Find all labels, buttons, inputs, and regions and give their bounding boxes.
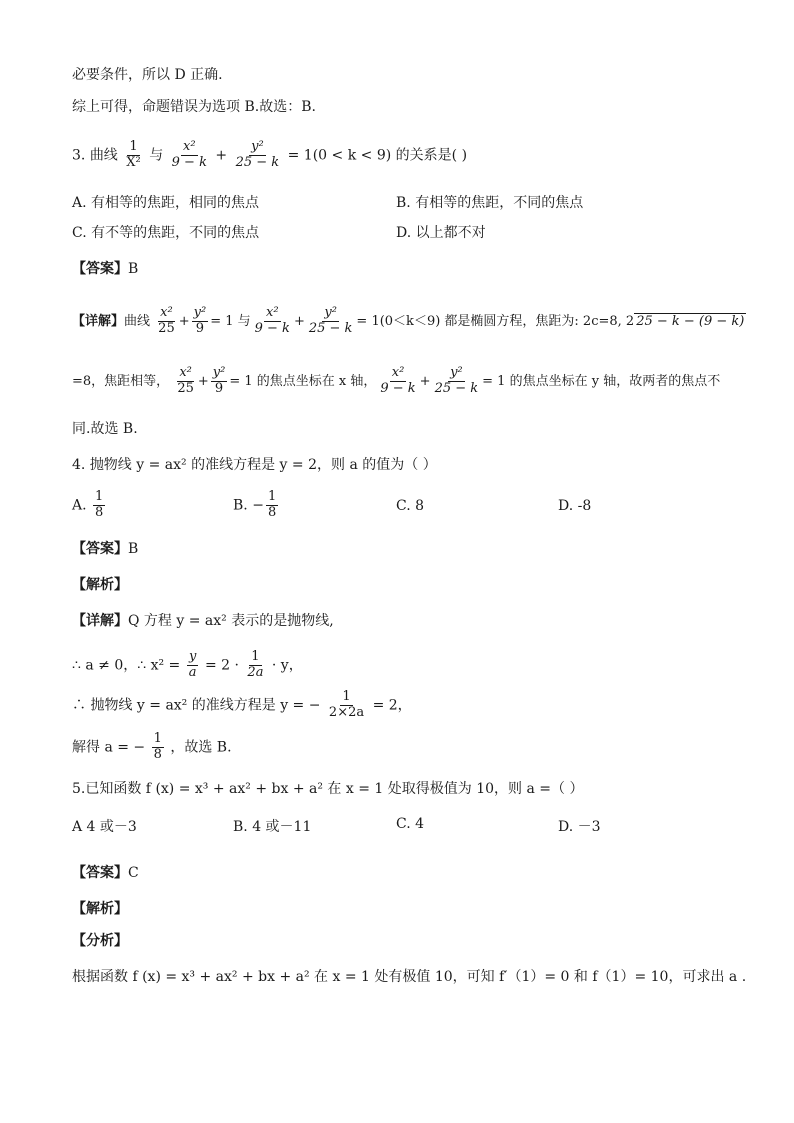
option-a: A. $\frac{1}{8}$	[72, 489, 104, 520]
detail-line: ∴ 抛物线 y = ax² 的准线方程是 y = − $\frac{1}{2\times 2a}$ = 2，	[72, 689, 412, 720]
option-d: D. －3	[558, 819, 601, 835]
analysis-label: 【解析】	[72, 901, 128, 917]
fenxi-text: 根据函数 f (x) = x³ + ax² + bx + a² 在 x = 1 处有极值 10，可知 f′（1）= 0 和 f（1）= 10，可求出 a .	[72, 969, 747, 985]
answer-value: B	[128, 261, 139, 277]
option-c: C. 有不等的焦距，不同的焦点	[72, 225, 260, 241]
option-d: D. -8	[558, 498, 592, 514]
detail-line: ∴ a ≠ 0，∴ x² = $\frac{y}{a}$ = 2 · $\frac{1}{2a}$ · y，	[72, 649, 303, 680]
answer-line: 【答案】C	[72, 865, 139, 881]
sqrt-expression: 25 − k − (9 − k)	[636, 313, 745, 329]
option-b: B. 有相等的焦距，不同的焦点	[396, 195, 584, 211]
detail-line: 【详解】Q 方程 y = ax² 表示的是抛物线,	[72, 613, 334, 629]
text-line: 必要条件，所以 D 正确.	[72, 67, 223, 83]
answer-line	[72, 260, 734, 280]
option-a: A. 有相等的焦距，相同的焦点	[72, 195, 260, 211]
detail-line: 解得 a = − $\frac{1}{8}$ ，故选 B.	[72, 731, 232, 762]
question-4-stem: 4. 抛物线 y = ax² 的准线方程是 y = 2，则 a 的值为（ ）	[72, 457, 437, 473]
question-3-stem: 3. 曲线 $\frac{1}{\text{X²}}$ 与 $\frac{\text{x²}}{9 - k}$ + $\frac{\text{y²}}{25 - k}$ = 1(0 < k < 9) 的关系是( )	[72, 139, 468, 170]
fraction: $\frac{\text{y²}}{25 - k}$	[235, 139, 280, 170]
option-d: D. 以上都不对	[396, 225, 486, 241]
fraction: $\frac{\text{x²}}{9 - k}$	[171, 139, 207, 170]
detail-line: =8，焦距相等， $\frac{\text{x²}}{25}$ + $\frac{\text{y²}}{9}$ = 1 的焦点坐标在 x 轴， $\frac{\text{x²}}{9 - k}$ + $\frac{\text{y²}}{25 - k}$ = 1 的焦点坐标在 y 轴，故两者的焦点不	[72, 365, 721, 396]
option-c: C. 8	[396, 498, 425, 514]
detail-line: 【详解】曲线 $\frac{\text{x²}}{25}$ + $\frac{\text{y²}}{9}$ = 1 与 $\frac{\text{x²}}{9 - k}$ + $\frac{\text{y²}}{25 - k}$ = 1(0＜k＜9) 都是椭圆方程，焦距为: 2c=8, 2 25 − k − (9 − k)	[72, 305, 745, 336]
detail-line: 同.故选 B.	[72, 421, 138, 437]
question-5-stem: 5.已知函数 f (x) = x³ + ax² + bx + a² 在 x = 1 处取得极值为 10，则 a =（ ）	[72, 781, 584, 797]
answer-label: 【答案】	[72, 261, 128, 277]
option-a: A 4 或－3	[72, 819, 137, 835]
fraction: $\frac{1}{\text{X²}}$	[126, 139, 141, 170]
text-line: 综上可得，命题错误为选项 B.故选：B.	[72, 99, 316, 115]
option-b: B. 4 或－11	[233, 819, 312, 835]
fenxi-label: 【分析】	[72, 933, 128, 949]
option-b: B. − $\frac{1}{8}$	[233, 489, 277, 520]
answer-line: 【答案】B	[72, 541, 139, 557]
analysis-label: 【解析】	[72, 577, 128, 593]
option-c: C. 4	[396, 816, 425, 832]
